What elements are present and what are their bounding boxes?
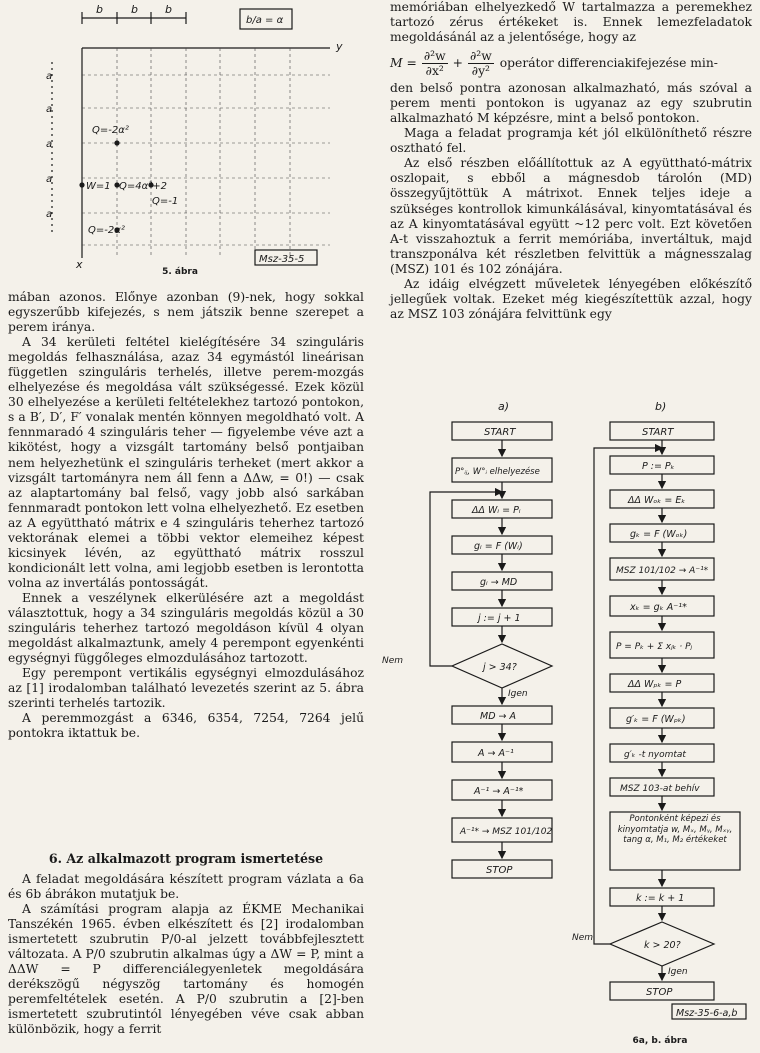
axis-y-label: y (336, 40, 343, 53)
formula-lhs: M = (390, 56, 417, 71)
left-p6: A feladat megoldására készített program vázlata a 6a és 6b ábrákon mutatjuk be. (8, 872, 364, 902)
right-p2: den belső pontra azonosan alkalmazható, más szóval a perem menti pontokon is ugyanaz az egy szubrutin alkalmazható M képzésre, mint a belső pontokon. (390, 81, 752, 126)
formula-d1: ∂x² (425, 64, 444, 79)
right-p4: Az első részben előállítottuk az A együttható-mátrix oszlopait, s ebből a mágnesdob tárolón (MD) összegyűjtöttük A mátrixot. Ennek teljes ideje a szükséges kontrollok kimunkálásával, kinyomtatásával és az A kinyomtatásával együtt ~12 perc volt. Ezt követően A-t visszahoztuk a ferrit memóriába, invertáltuk, majd transzponálva két részletben felvittük a mágnesszalag (MSZ) 101 és 102 zónájára. (390, 156, 752, 276)
left-p2: A 34 kerületi feltétel kielégítésére 34 szinguláris megoldás felhasználása, azaz 34 egymástól lineárisan független szinguláris terhelés, illetve perem-mozgás elhelyezése és megoldása vált szükségessé. Ezek közül 30 elhelyezése a kerületi feltételekhez tartozó pontokon, s a B′, D′, F′ vonalak mentén könnyen megoldható volt. A fennmaradó 4 szinguláris teher — figyelembe véve azt a kikötést, hogy a vizsgált tartomány belső pontjaiban nem helyezhetünk el szinguláris terheket (mert akkor a vizsgált tartományra nem áll fenn a ΔΔw, = 0!) — csak az alaptartomány bal felső, vagy jobb alsó sarkában fennmaradt pontokon lett volna elhelyezhető. Ez esetben az A együttható mátrix e 4 szinguláris teherhez tartozó vektorának elemei a többi vektor elemeihez képest kicsinyek lévén, az együttható mátrix rosszul kondicionált lett volna, ami legjobb esetben is lerontotta volna az invertálás pontosságát. (8, 335, 364, 590)
fig5-caption: 5. ábra (162, 267, 198, 277)
label-w1: W=1 (86, 181, 111, 192)
label-q4: Q=-2α² (88, 225, 125, 236)
flow-b-b14: STOP (646, 987, 673, 998)
formula-frac-1 (422, 49, 448, 78)
formula-n2: ∂²w (469, 49, 492, 64)
flow-stamp: Msz-35-6-a,b (676, 1008, 738, 1019)
flow-a-d1: j > 34? (483, 662, 517, 673)
flow-b-b9: g′ₖ = F (Wₚₖ) (626, 714, 686, 725)
flow-a-b9: A⁻¹ → A⁻¹* (474, 786, 524, 797)
label-q3: Q=-1 (152, 196, 179, 207)
fig6-caption: 6a, b. ábra (632, 1036, 688, 1046)
flow-a-b1: START (484, 427, 516, 438)
dim-a-2: a (46, 104, 53, 115)
flow-b-b7: P = Pₖ + Σ xⱼₖ · Pⱼ (616, 642, 693, 652)
flow-a-b5: gᵢ → MD (480, 577, 518, 588)
flow-b-b8: ΔΔ Wₚₖ = P (628, 679, 682, 690)
right-p5: Az idáig elvégzett műveletek lényegében előkészítő jellegűek voltak. Ezeket még kiegészítettük azzal, hogy az MSZ 103 zónájára felvittünk egy (390, 276, 752, 321)
flow-b-b1: START (642, 427, 674, 438)
flow-b-b2: P := Pₖ (642, 461, 675, 472)
dim-a-1: a (46, 71, 53, 82)
flow-a-b7: MD → A (480, 711, 517, 722)
label-q1: Q=-2α² (92, 125, 129, 136)
right-p1: memóriában elhelyezkedő W tartalmazza a peremekhez tartozó zérus értékeket is. Ennek lemezfeladatok megoldásánál az a jelentősége, hogy az (390, 0, 752, 45)
left-p3: Ennek a veszélynek elkerülésére azt a megoldást választottuk, hogy a 34 szinguláris megoldás közül a 30 szinguláris teherhez tartozó megoldáson kívül 4 olyan megoldást alkalmaztunk, amely 4 perempont egyenkénti egységnyi függőleges elmozdulásához tartozott. (8, 590, 364, 666)
dim-b-1: b (96, 3, 103, 16)
formula-frac-2 (468, 49, 494, 78)
left-p5: A peremmozgást a 6346, 6354, 7254, 7264 jelű pontokra iktattuk be. (8, 711, 364, 741)
flow-b-no: Nem (572, 933, 594, 943)
flow-a-no: Nem (382, 656, 404, 666)
flow-a-b6: j := j + 1 (478, 613, 521, 624)
left-column-upper (8, 290, 364, 741)
flow-b-title: b) (655, 400, 667, 413)
fig5-stamp: Msz-35-5 (259, 254, 305, 265)
label-q2: Q=4α²+2 (119, 181, 167, 192)
flow-b-b10: g′ₖ -t nyomtat (624, 750, 686, 760)
formula-d2: ∂y² (471, 64, 490, 79)
dim-b-2: b (131, 3, 138, 16)
load-point-edge (79, 182, 84, 187)
flow-a-b3: ΔΔ Wᵢ = Pᵢ (472, 505, 521, 516)
operator-formula (390, 49, 752, 78)
figure-5 (0, 0, 380, 285)
flow-b-yes: Igen (668, 967, 688, 977)
figure-6ab-flowchart (380, 400, 760, 1053)
dim-a-4: a (46, 174, 53, 185)
flow-b-d1: k > 20? (644, 940, 681, 951)
right-column (390, 0, 752, 322)
flow-a-title: a) (498, 400, 510, 413)
left-p4: Egy perempont vertikális egységnyi elmozdulásához az [1] irodalomban található levezetés szerint az 5. ábra szerinti terhelés tartozik. (8, 666, 364, 711)
formula-plus: + (452, 56, 463, 71)
left-column-lower (8, 872, 364, 1038)
flow-a-b2: P°ᵢⱼ, W°ᵢ elhelyezése (455, 467, 540, 477)
dim-a-3: a (46, 139, 53, 150)
flow-b-b11: MSZ 103-at behív (620, 784, 700, 794)
axis-x-label: x (76, 258, 83, 271)
flow-b-b4: gₖ = F (Wₒₖ) (630, 529, 688, 540)
flow-b-b13: k := k + 1 (636, 893, 685, 904)
formula-n1: ∂²w (423, 49, 446, 64)
flow-b-b6: xₖ = gₖ A⁻¹* (630, 602, 687, 613)
flow-a-yes: Igen (508, 689, 528, 699)
flow-a-b4: gᵢ = F (Wᵢ) (474, 541, 523, 552)
left-p1: mában azonos. Előnye azonban (9)-nek, hogy sokkal egyszerűbb kifejezés, s nem játszik benne szerepet a perem iránya. (8, 290, 364, 335)
left-p7: A számítási program alapja az ÉKME Mechanikai Tanszékén 1965. évben elkészített és [2] irodalomban ismertetett szubrutin P/0-al jelzett továbbfejlesztett változata. A P/0 szubrutin alkalmas úgy a ΔW = P, mint a ΔΔW = P differenciálegyenletek megoldására derékszögű négyszög tartomány és homogén peremfeltételek esetén. A P/0 szubrutin a [2]-ben ismertetett szubrutintól lényegében véve csak abban különbözik, hogy a ferrit (8, 902, 364, 1037)
dim-b-3: b (165, 3, 172, 16)
flow-a-b8: A → A⁻¹ (478, 748, 514, 759)
flow-a-b11: STOP (486, 865, 513, 876)
flow-b-b5: MSZ 101/102 → A⁻¹* (616, 566, 709, 576)
section-heading: 6. Az alkalmazott program ismertetése (48, 851, 324, 866)
flow-b-b3: ΔΔ Wₒₖ = Eₖ (628, 495, 686, 506)
formula-tail: operátor differenciakifejezése min- (499, 56, 718, 71)
flow-a-b10: A⁻¹* → MSZ 101/102 (460, 827, 553, 837)
flow-b-b12: Pontonként képezi és kinyomtatja w, Mₓ, Mᵧ, Mₓᵧ, tang α, M₁, M₂ értékeket (617, 814, 733, 845)
ratio-label: b/a = α (246, 15, 284, 26)
right-p3: Maga a feladat programja két jól elkülöníthető részre osztható fel. (390, 126, 752, 156)
load-point-top (114, 140, 119, 145)
dim-a-5: a (46, 209, 53, 220)
